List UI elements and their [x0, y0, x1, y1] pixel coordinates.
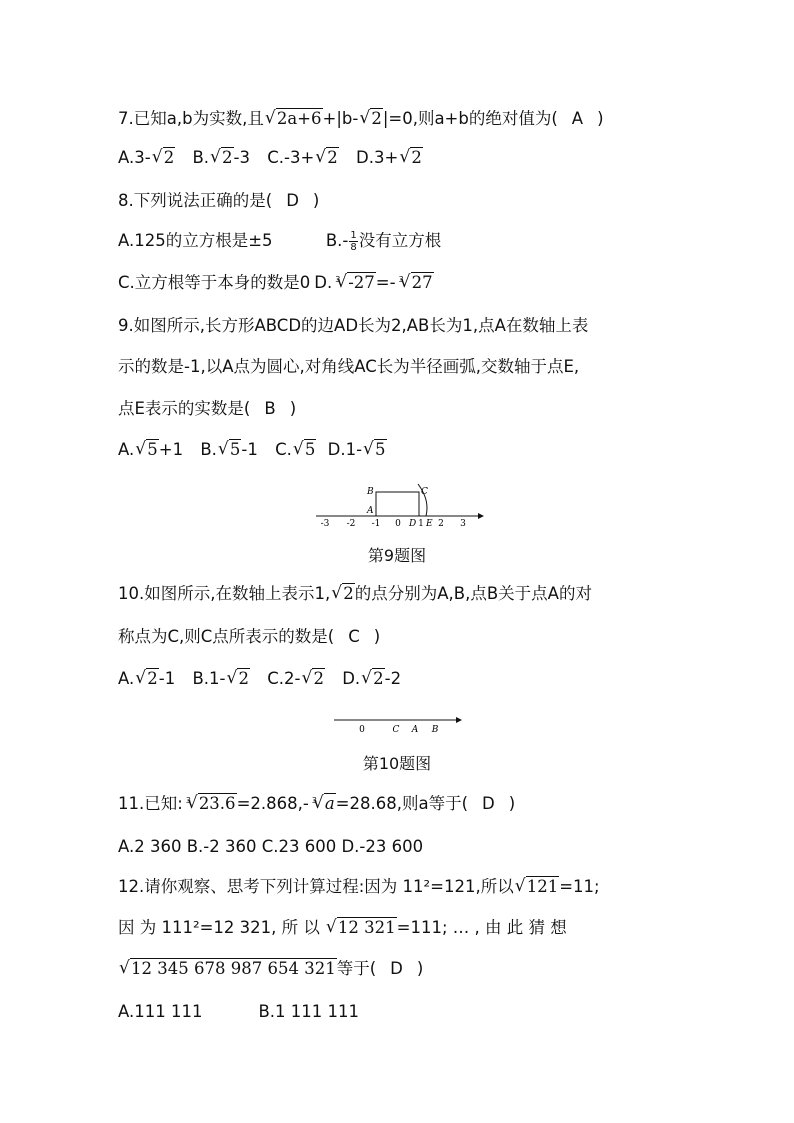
cube-root-expression: √ 3 a: [313, 793, 336, 815]
q8-answer: D: [286, 191, 299, 210]
cube-root-expression: √ 3 23.6: [187, 793, 237, 815]
q12-line3: √ 12 345 678 987 654 321等于( D ): [118, 958, 423, 980]
tick-label: -2: [346, 519, 356, 529]
q10-options: A.√ 2-1 B.1-√ 2 C.2-√ 2 D.√ 2-2: [118, 668, 401, 690]
q12-answer: D: [390, 959, 403, 978]
q12-options: A.111 111 B.1 111 111: [118, 1002, 360, 1021]
point-label: 0: [359, 725, 365, 735]
point-label: A: [411, 725, 419, 735]
tick-label: -3: [320, 519, 330, 529]
q8-options-ab: A.125的立方根是±5 B.- $\frac{1}{8}$ 没有立方根: [118, 230, 442, 253]
q11-stem: 11.已知: √ 3 23.6=2.868,- √ 3 a=28.68,则a等于( D ): [118, 793, 515, 815]
q9-line2: 示的数是-1,以A点为圆心,对角线AC长为半径画弧,交数轴于点E,: [118, 357, 580, 376]
q11-options: A.2 360 B.-2 360 C.23 600 D.-23 600: [118, 837, 424, 856]
tick-label: 1: [418, 519, 424, 529]
tick-label: -1: [371, 519, 381, 529]
q9-line3: 点E表示的实数是( B ): [118, 399, 297, 418]
q9-answer: B: [264, 399, 276, 418]
rectangle-abcd: [376, 492, 419, 516]
q7-stem: 7.已知a,b为实数,且√ 2a+6+|b-√ 2|=0,则a+b的绝对值为( A ): [118, 108, 604, 130]
point-label: A: [367, 506, 374, 516]
q8-stem: 8.下列说法正确的是( D ): [118, 191, 320, 210]
q7-text: 7.已知a,b为实数,且: [118, 109, 264, 128]
figure-10-number-line: [332, 712, 464, 736]
cube-root-expression: √ 3 -27: [336, 272, 376, 294]
q10-line1: 10.如图所示,在数轴上表示1,√ 2的点分别为A,B,点B关于点A的对: [118, 583, 592, 605]
tick-label: 3: [460, 519, 466, 529]
axis-arrow: [478, 513, 484, 519]
sqrt-expression: √ 2: [359, 108, 383, 130]
q10-line2: 称点为C,则C点所表示的数是( C ): [118, 627, 381, 646]
point-label: D: [409, 519, 417, 529]
q12-line2: 因 为 111²=12 321, 所 以√ 12 321=111; … , 由 此 猜 想: [118, 917, 567, 939]
point-label: B: [367, 487, 374, 497]
q10-answer: C: [348, 627, 360, 646]
point-label: B: [431, 725, 439, 735]
sqrt-expression: √ 2a+6: [265, 108, 323, 130]
cube-root-expression: √ 3 27: [400, 272, 434, 294]
point-label: C: [392, 725, 400, 735]
q9-line1: 9.如图所示,长方形ABCD的边AD长为2,AB长为1,点A在数轴上表: [118, 316, 589, 335]
q11-answer: D: [482, 794, 495, 813]
tick-label: 0: [395, 519, 401, 529]
q8-options-cd: C.立方根等于本身的数是0 D. √ 3 -27=- √ 3 27: [118, 272, 434, 294]
q7-answer: A: [571, 109, 584, 128]
q7-options: A.3-√ 2 B.√ 2-3 C.-3+√ 2 D.3+√ 2: [118, 147, 423, 169]
figure-9-number-line: [312, 480, 484, 530]
tick-label: 2: [438, 519, 444, 529]
point-label: C: [421, 487, 428, 497]
q9-options: A.√ 5+1 B.√ 5-1 C.√ 5 D.1-√ 5: [118, 439, 387, 461]
point-label: E: [426, 519, 433, 529]
q12-line1: 12.请你观察、思考下列计算过程:因为 11²=121,所以√ 121=11;: [118, 876, 600, 898]
axis-arrow: [456, 717, 462, 723]
figure-9-caption: 第9题图: [367, 546, 427, 565]
figure-10-caption: 第10题图: [362, 754, 432, 773]
fraction: $\frac{1}{8}$: [350, 230, 357, 253]
